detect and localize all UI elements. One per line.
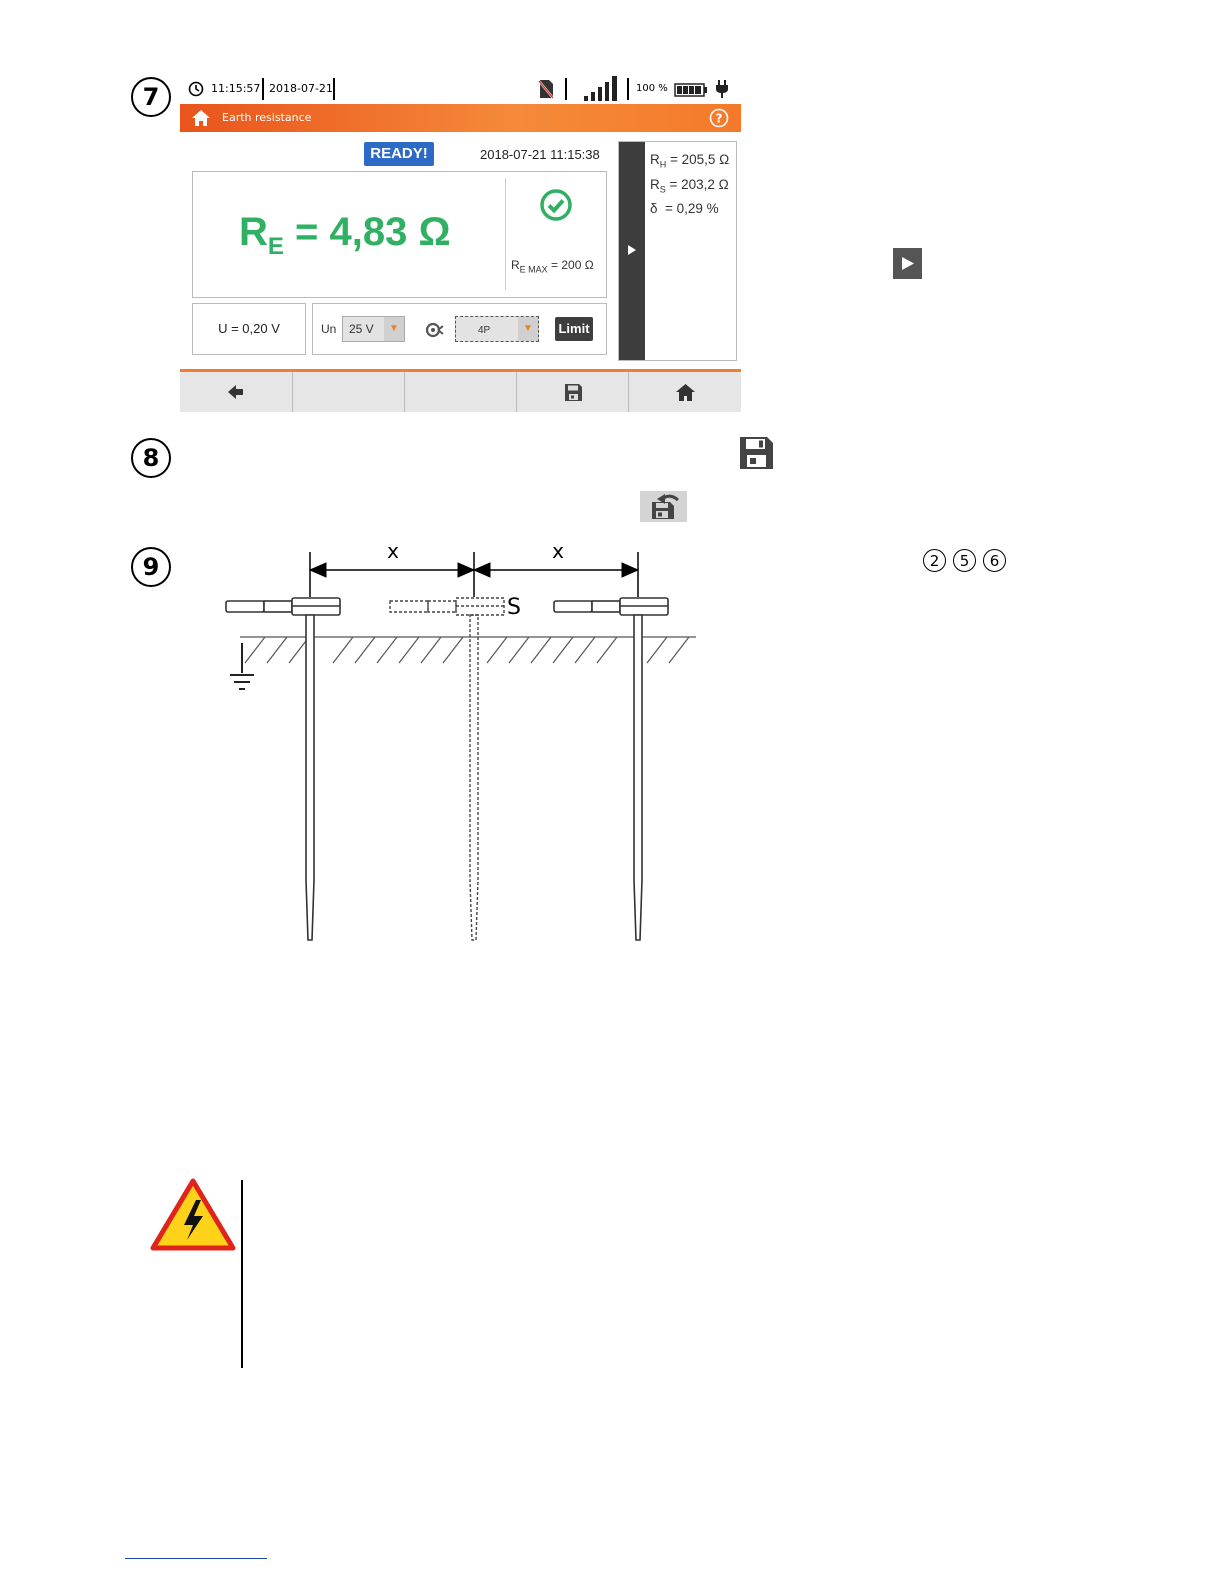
limit-button[interactable]: Limit — [555, 317, 593, 341]
save-and-return-icon — [640, 491, 687, 522]
measurement-datetime: 2018-07-21 11:15:38 — [480, 147, 600, 162]
clock-icon — [188, 81, 204, 97]
function-button-3[interactable] — [404, 372, 517, 412]
rh-value: $R_H = 205,5$ Ω — [650, 152, 730, 170]
status-bar — [180, 74, 741, 104]
probe-label: S — [507, 595, 521, 620]
home-button[interactable] — [628, 372, 741, 412]
side-results — [650, 150, 729, 219]
plug-icon — [715, 80, 729, 98]
ready-badge: READY! — [364, 142, 434, 166]
battery-percent: 100 % — [636, 83, 668, 94]
save-button[interactable] — [516, 372, 629, 412]
step-number-8: 8 — [131, 438, 171, 478]
step-number-7: 7 — [131, 77, 171, 117]
ref-number: 2 — [923, 549, 946, 572]
limit-max-value: $R_{E MAX} = 200$ Ω — [511, 258, 594, 275]
back-arrow-icon — [228, 385, 244, 399]
dimension-lines — [310, 552, 638, 597]
distance-label-right: x — [552, 539, 564, 563]
chevron-down-icon: ▼ — [384, 317, 404, 341]
home-icon[interactable] — [191, 109, 211, 127]
probe-s — [390, 598, 504, 940]
electrode-left — [226, 598, 340, 940]
save-icon — [740, 437, 773, 469]
back-button[interactable] — [180, 372, 292, 412]
status-time: 11:15:57 — [211, 82, 261, 95]
function-bar — [180, 369, 741, 412]
status-date: 2018-07-21 — [269, 82, 333, 95]
rs-value: $R_S = 203,2$ Ω — [650, 176, 729, 195]
high-voltage-warning-icon — [150, 1178, 236, 1252]
distance-label-left: x — [387, 539, 399, 563]
ref-number: 5 — [953, 549, 976, 572]
footer-link-underline — [125, 1558, 267, 1559]
un-select[interactable]: 25 V ▼ — [342, 316, 405, 342]
signal-icon — [584, 76, 618, 101]
earth-resistance-result: $R_E = 4,83$ Ω — [239, 210, 451, 260]
step-number-9: 9 — [131, 547, 171, 587]
help-icon[interactable] — [709, 108, 729, 128]
electrode-placement-diagram — [220, 535, 710, 950]
function-button-2[interactable] — [292, 372, 405, 412]
method-select[interactable]: 4P ▼ — [455, 316, 539, 342]
screen-title: Earth resistance — [222, 111, 312, 124]
meter-screen — [180, 74, 741, 412]
expand-panel-icon-reference — [893, 248, 922, 279]
method-icon — [425, 321, 444, 339]
ref-number: 6 — [983, 549, 1006, 572]
svg-text:?: ? — [715, 111, 723, 126]
save-icon — [565, 384, 582, 401]
settings-panel — [312, 303, 607, 355]
play-icon — [628, 245, 636, 255]
delta-value: δ = 0,29 % — [650, 201, 719, 217]
main-result-panel — [192, 171, 607, 298]
battery-icon — [674, 83, 708, 97]
additional-results-panel — [618, 141, 737, 361]
chevron-down-icon: ▼ — [518, 317, 538, 341]
no-sd-card-icon — [538, 79, 554, 99]
electrode-right — [554, 598, 668, 940]
un-label: Un — [321, 322, 337, 336]
home-icon — [676, 384, 695, 401]
expand-panel-tab[interactable] — [619, 142, 645, 360]
check-icon — [540, 189, 572, 221]
warning-divider — [241, 1180, 243, 1368]
title-bar — [180, 104, 741, 132]
voltage-readout: U = 0,20 V — [192, 303, 306, 355]
play-icon — [902, 257, 914, 270]
ground-symbol — [230, 643, 254, 689]
